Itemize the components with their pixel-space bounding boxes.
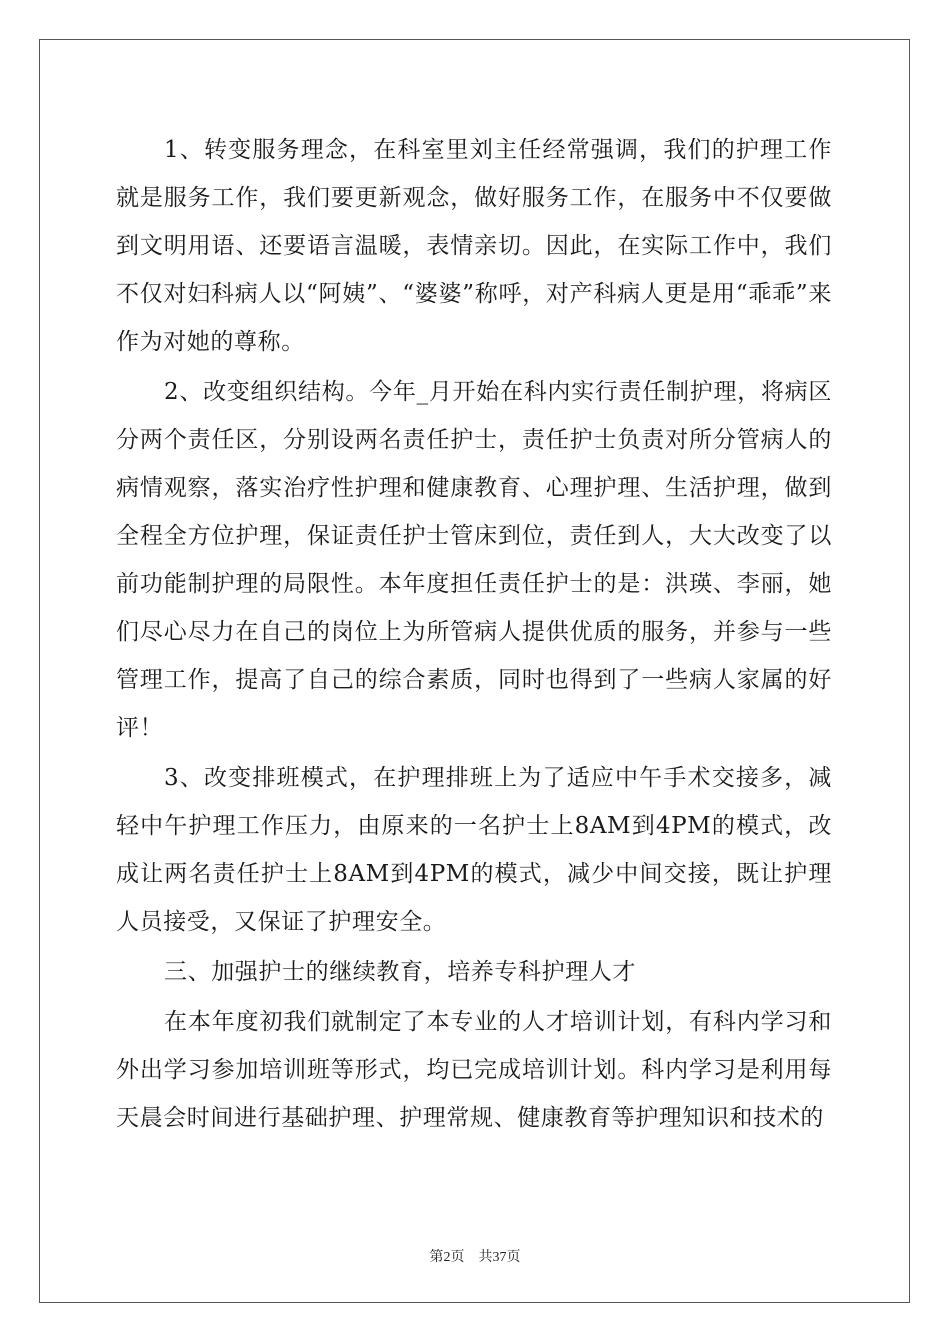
page-number-current: 第2页 xyxy=(429,1250,465,1265)
section-heading-continuing-education: 三、加强护士的继续教育，培养专科护理人才 xyxy=(164,959,636,985)
paragraph-scheduling-mode: 3、改变排班模式，在护理排班上为了适应中午手术交接多，减轻中午护理工作压力，由原来的一名护士上8AM到4PM的模式，改成让两名责任护士上8AM到4PM的模式，减少中间交接，既让护理人员接受，又保证了护理安全。 xyxy=(116,765,832,935)
document-body xyxy=(116,126,832,1142)
page-footer xyxy=(0,1246,950,1266)
paragraph-training-plan: 在本年度初我们就制定了本专业的人才培训计划，有科内学习和外出学习参加培训班等形式，均已完成培训计划。科内学习是利用每天晨会时间进行基础护理、护理常规、健康教育等护理知识和技术的 xyxy=(116,1009,832,1131)
paragraph-organization-structure: 2、改变组织结构。今年_月开始在科内实行责任制护理，将病区分两个责任区，分别设两名责任护士，责任护士负责对所分管病人的病情观察，落实治疗性护理和健康教育、心理护理、生活护理，做到全程全方位护理，保证责任护士管床到位，责任到人，大大改变了以前功能制护理的局限性。本年度担任责任护士的是：洪瑛、李丽，她们尽心尽力在自己的岗位上为所管病人提供优质的服务，并参与一些管理工作，提高了自己的综合素质，同时也得到了一些病人家属的好评！ xyxy=(116,379,832,741)
page-number-total: 共37页 xyxy=(478,1250,521,1265)
paragraph-service-concept: 1、转变服务理念，在科室里刘主任经常强调，我们的护理工作就是服务工作，我们要更新观念，做好服务工作，在服务中不仅要做到文明用语、还要语言温暖，表情亲切。因此，在实际工作中，我们不仅对妇科病人以“阿姨”、“婆婆”称呼，对产科病人更是用“乖乖”来作为对她的尊称。 xyxy=(116,137,832,355)
